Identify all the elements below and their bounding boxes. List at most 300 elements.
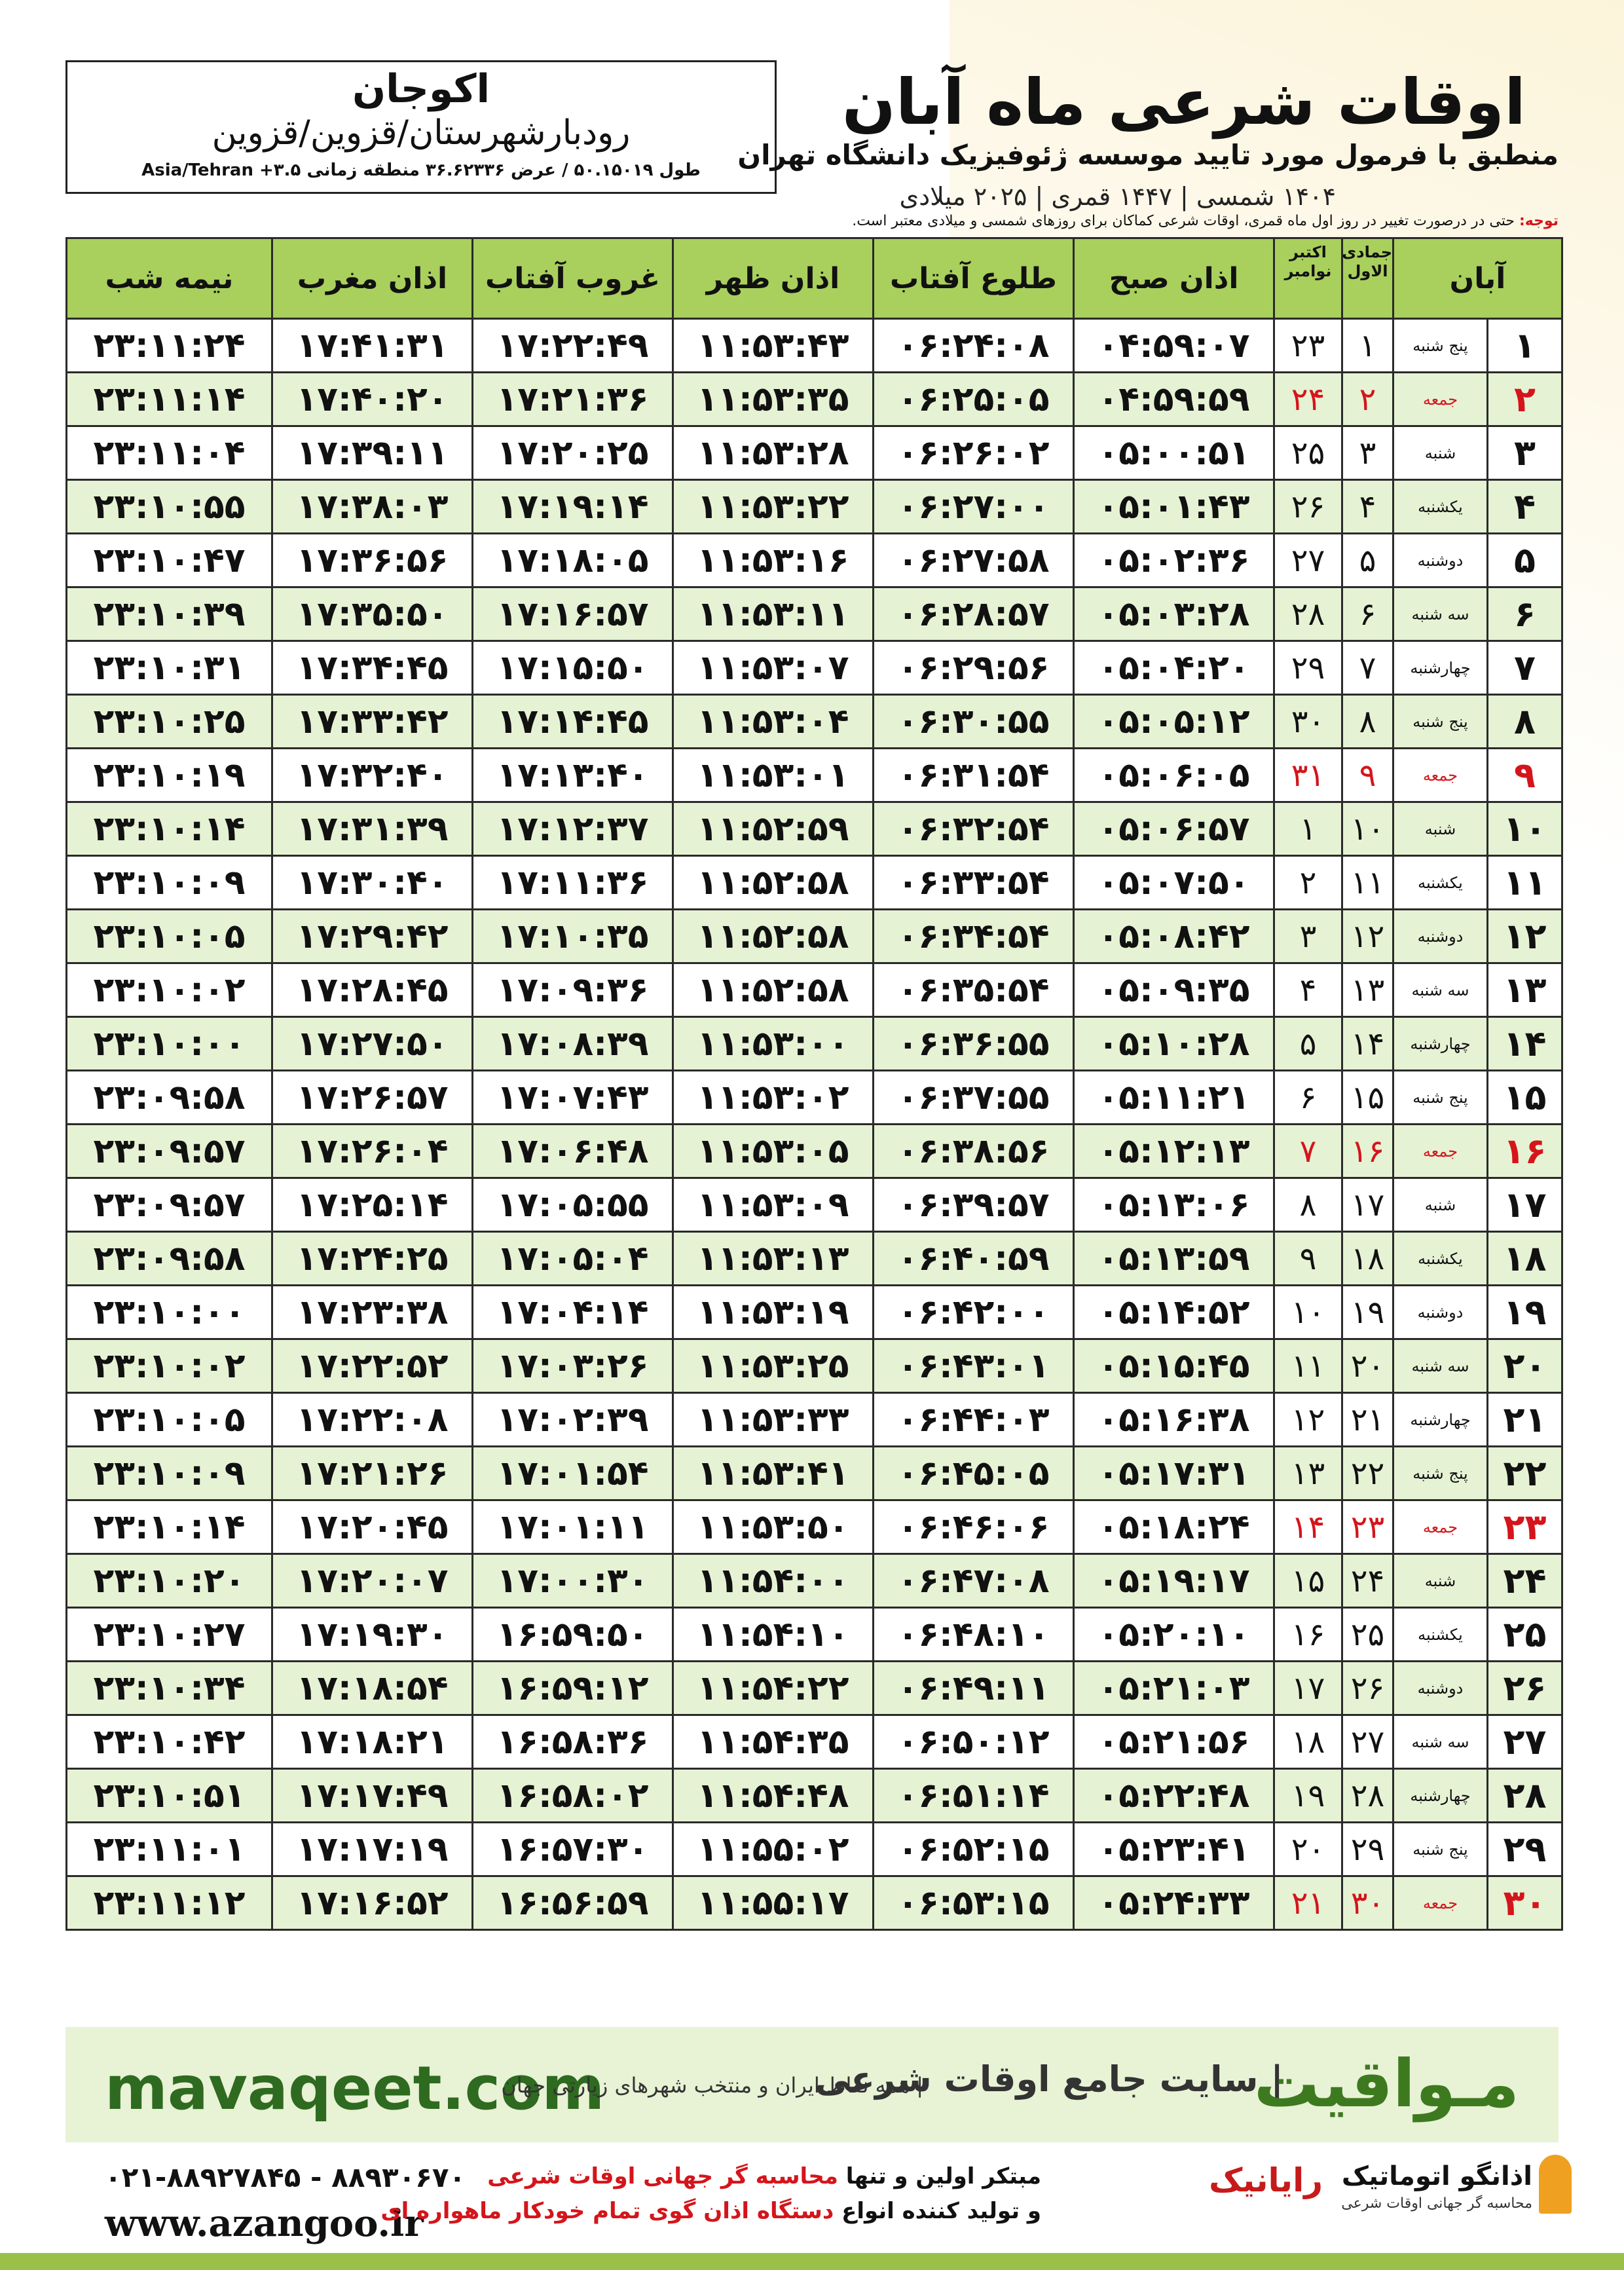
cell-g: ۲۵ [1274, 426, 1342, 480]
cell-n: ۲۳:۱۰:۰۹ [67, 856, 272, 910]
cell-wd: پنج شنبه [1393, 695, 1488, 749]
cell-m: ۱۷:۱۹:۳۰ [272, 1608, 473, 1662]
cell-g: ۶ [1274, 1071, 1342, 1125]
cell-wd: دوشنبه [1393, 910, 1488, 963]
table-row [67, 1339, 1562, 1393]
cell-g: ۲۹ [1274, 641, 1342, 695]
cell-d: ۲۴ [1488, 1554, 1562, 1608]
cell-sr: ۰۶:۳۶:۵۵ [874, 1017, 1074, 1071]
cell-wd: سه شنبه [1393, 963, 1488, 1017]
cell-n: ۲۳:۱۰:۳۹ [67, 587, 272, 641]
cell-h: ۲۳ [1342, 1500, 1393, 1554]
cell-f: ۰۵:۰۳:۲۸ [1074, 587, 1274, 641]
cell-m: ۱۷:۴۰:۲۰ [272, 373, 473, 426]
cell-g: ۲۴ [1274, 373, 1342, 426]
table-row [67, 1178, 1562, 1232]
cell-m: ۱۷:۳۶:۵۶ [272, 534, 473, 587]
header-aban: آبان [1393, 238, 1562, 319]
cell-d: ۱۹ [1488, 1286, 1562, 1339]
cell-wd: دوشنبه [1393, 534, 1488, 587]
cell-n: ۲۳:۱۱:۲۴ [67, 319, 272, 373]
cell-d: ۸ [1488, 695, 1562, 749]
footer-line-2 [380, 2198, 1041, 2224]
cell-d: ۱۳ [1488, 963, 1562, 1017]
cell-n: ۲۳:۱۰:۵۱ [67, 1769, 272, 1823]
cell-z: ۱۱:۵۳:۳۵ [673, 373, 874, 426]
table-row [67, 1071, 1562, 1125]
table-row [67, 1393, 1562, 1447]
cell-m: ۱۷:۳۵:۵۰ [272, 587, 473, 641]
cell-n: ۲۳:۰۹:۵۷ [67, 1178, 272, 1232]
cell-sr: ۰۶:۲۴:۰۸ [874, 319, 1074, 373]
cell-ss: ۱۷:۰۸:۳۹ [473, 1017, 673, 1071]
cell-n: ۲۳:۱۰:۰۵ [67, 910, 272, 963]
cell-h: ۷ [1342, 641, 1393, 695]
cell-g: ۲ [1274, 856, 1342, 910]
table-row [67, 1125, 1562, 1178]
cell-n: ۲۳:۱۰:۱۹ [67, 749, 272, 802]
cell-m: ۱۷:۳۰:۴۰ [272, 856, 473, 910]
cell-h: ۱۶ [1342, 1125, 1393, 1178]
cell-g: ۱۰ [1274, 1286, 1342, 1339]
cell-f: ۰۵:۰۹:۳۵ [1074, 963, 1274, 1017]
cell-z: ۱۱:۵۳:۰۱ [673, 749, 874, 802]
cell-f: ۰۵:۰۷:۵۰ [1074, 856, 1274, 910]
cell-wd: چهارشنبه [1393, 1393, 1488, 1447]
cell-f: ۰۵:۱۴:۵۲ [1074, 1286, 1274, 1339]
cell-f: ۰۴:۵۹:۰۷ [1074, 319, 1274, 373]
cell-d: ۱۰ [1488, 802, 1562, 856]
cell-d: ۱۷ [1488, 1178, 1562, 1232]
cell-m: ۱۷:۲۱:۲۶ [272, 1447, 473, 1500]
coordinates: طول ۵۰.۱۵۰۱۹ / عرض ۳۶.۶۲۳۳۶ منطقه زمانی ۳.۵+ Asia/Tehran [141, 160, 701, 180]
cell-n: ۲۳:۱۱:۰۱ [67, 1823, 272, 1876]
header-maghrib: اذان مغرب [272, 238, 473, 319]
table-row [67, 695, 1562, 749]
cell-z: ۱۱:۵۳:۰۲ [673, 1071, 874, 1125]
cell-sr: ۰۶:۳۵:۵۴ [874, 963, 1074, 1017]
cell-wd: جمعه [1393, 749, 1488, 802]
table-row [67, 1715, 1562, 1769]
cell-n: ۲۳:۱۰:۴۲ [67, 1715, 272, 1769]
cell-d: ۱۸ [1488, 1232, 1562, 1286]
cell-g: ۲۸ [1274, 587, 1342, 641]
cell-m: ۱۷:۱۷:۱۹ [272, 1823, 473, 1876]
header-hijri: جمادی الاول [1342, 238, 1393, 319]
cell-h: ۱۵ [1342, 1071, 1393, 1125]
cell-sr: ۰۶:۳۹:۵۷ [874, 1178, 1074, 1232]
cell-d: ۴ [1488, 480, 1562, 534]
cell-ss: ۱۷:۰۷:۴۳ [473, 1071, 673, 1125]
cell-n: ۲۳:۱۰:۲۰ [67, 1554, 272, 1608]
cell-z: ۱۱:۵۳:۲۸ [673, 426, 874, 480]
cell-z: ۱۱:۵۳:۱۶ [673, 534, 874, 587]
cell-ss: ۱۶:۵۹:۵۰ [473, 1608, 673, 1662]
region-name: رودبارشهرستان/قزوین/قزوین [212, 113, 631, 153]
cell-m: ۱۷:۲۲:۰۸ [272, 1393, 473, 1447]
table-row [67, 802, 1562, 856]
table-row [67, 319, 1562, 373]
cell-wd: جمعه [1393, 373, 1488, 426]
cell-sr: ۰۶:۴۹:۱۱ [874, 1662, 1074, 1715]
cell-d: ۲۶ [1488, 1662, 1562, 1715]
cell-m: ۱۷:۲۷:۵۰ [272, 1017, 473, 1071]
cell-h: ۲۰ [1342, 1339, 1393, 1393]
cell-sr: ۰۶:۴۸:۱۰ [874, 1608, 1074, 1662]
cell-n: ۲۳:۱۰:۰۹ [67, 1447, 272, 1500]
table-row [67, 749, 1562, 802]
cell-n: ۲۳:۱۰:۵۵ [67, 480, 272, 534]
cell-sr: ۰۶:۴۴:۰۳ [874, 1393, 1074, 1447]
cell-ss: ۱۷:۱۱:۳۶ [473, 856, 673, 910]
cell-f: ۰۵:۲۳:۴۱ [1074, 1823, 1274, 1876]
cell-ss: ۱۷:۱۶:۵۷ [473, 587, 673, 641]
cell-wd: یکشنبه [1393, 480, 1488, 534]
cell-h: ۱۴ [1342, 1017, 1393, 1071]
cell-f: ۰۵:۰۶:۵۷ [1074, 802, 1274, 856]
cell-wd: پنج شنبه [1393, 319, 1488, 373]
cell-n: ۲۳:۱۱:۱۴ [67, 373, 272, 426]
cell-m: ۱۷:۳۱:۳۹ [272, 802, 473, 856]
cell-g: ۲۷ [1274, 534, 1342, 587]
cell-g: ۱۳ [1274, 1447, 1342, 1500]
table-row [67, 641, 1562, 695]
cell-m: ۱۷:۴۱:۳۱ [272, 319, 473, 373]
cell-m: ۱۷:۱۸:۵۴ [272, 1662, 473, 1715]
header-dhuhr: اذان ظهر [673, 238, 874, 319]
cell-z: ۱۱:۵۲:۵۸ [673, 963, 874, 1017]
cell-sr: ۰۶:۲۶:۰۲ [874, 426, 1074, 480]
cell-sr: ۰۶:۲۹:۵۶ [874, 641, 1074, 695]
cell-ss: ۱۷:۰۱:۱۱ [473, 1500, 673, 1554]
table-row [67, 1500, 1562, 1554]
header-fajr: اذان صبح [1074, 238, 1274, 319]
azangoo-logo: اذانگو اتوماتیک [1341, 2161, 1532, 2191]
cell-n: ۲۳:۱۰:۰۰ [67, 1286, 272, 1339]
cell-d: ۷ [1488, 641, 1562, 695]
banner-tagline: | همه نقاط ایران و منتخب شهرهای زیارتی جهان [501, 2073, 923, 2098]
cell-d: ۲۳ [1488, 1500, 1562, 1554]
calendar-years: ۱۴۰۴ شمسی | ۱۴۴۷ قمری | ۲۰۲۵ میلادی [899, 182, 1336, 211]
table-row [67, 426, 1562, 480]
site-url[interactable]: mavaqeet.com [105, 2053, 605, 2123]
cell-wd: یکشنبه [1393, 1608, 1488, 1662]
cell-g: ۱۱ [1274, 1339, 1342, 1393]
cell-ss: ۱۶:۵۸:۳۶ [473, 1715, 673, 1769]
cell-f: ۰۵:۲۱:۰۳ [1074, 1662, 1274, 1715]
cell-f: ۰۵:۰۰:۵۱ [1074, 426, 1274, 480]
cell-f: ۰۵:۱۵:۴۵ [1074, 1339, 1274, 1393]
azangoo-logo-subtitle: محاسبه گر جهانی اوقات شرعی [1341, 2195, 1532, 2212]
cell-g: ۲۱ [1274, 1876, 1342, 1930]
cell-z: ۱۱:۵۲:۵۸ [673, 910, 874, 963]
note-text: حتی در درصورت تغییر در روز اول ماه قمری، اوقات شرعی کماکان برای روزهای شمسی و میلادی معتبر است. [852, 213, 1515, 229]
prayer-times-table [65, 237, 1563, 1931]
cell-h: ۱۸ [1342, 1232, 1393, 1286]
cell-z: ۱۱:۵۴:۴۸ [673, 1769, 874, 1823]
cell-n: ۲۳:۱۰:۴۷ [67, 534, 272, 587]
cell-n: ۲۳:۰۹:۵۸ [67, 1232, 272, 1286]
cell-ss: ۱۷:۰۰:۳۰ [473, 1554, 673, 1608]
cell-m: ۱۷:۲۵:۱۴ [272, 1178, 473, 1232]
cell-h: ۶ [1342, 587, 1393, 641]
cell-d: ۳۰ [1488, 1876, 1562, 1930]
cell-m: ۱۷:۲۳:۳۸ [272, 1286, 473, 1339]
cell-d: ۲۲ [1488, 1447, 1562, 1500]
header-gregorian: اکتبر نوامبر [1274, 238, 1342, 319]
cell-h: ۵ [1342, 534, 1393, 587]
cell-h: ۱ [1342, 319, 1393, 373]
cell-g: ۳۰ [1274, 695, 1342, 749]
cell-ss: ۱۷:۱۹:۱۴ [473, 480, 673, 534]
azangoo-logo-icon [1539, 2155, 1572, 2214]
cell-wd: سه شنبه [1393, 1715, 1488, 1769]
cell-g: ۷ [1274, 1125, 1342, 1178]
cell-h: ۲۹ [1342, 1823, 1393, 1876]
header-sunset: غروب آفتاب [473, 238, 673, 319]
table-row [67, 1662, 1562, 1715]
cell-h: ۹ [1342, 749, 1393, 802]
cell-h: ۲۲ [1342, 1447, 1393, 1500]
cell-f: ۰۵:۰۲:۳۶ [1074, 534, 1274, 587]
cell-g: ۱۲ [1274, 1393, 1342, 1447]
cell-g: ۱۹ [1274, 1769, 1342, 1823]
cell-wd: دوشنبه [1393, 1286, 1488, 1339]
cell-sr: ۰۶:۴۳:۰۱ [874, 1339, 1074, 1393]
cell-d: ۲ [1488, 373, 1562, 426]
cell-m: ۱۷:۲۶:۵۷ [272, 1071, 473, 1125]
cell-d: ۱۵ [1488, 1071, 1562, 1125]
cell-ss: ۱۷:۰۳:۲۶ [473, 1339, 673, 1393]
cell-h: ۲۷ [1342, 1715, 1393, 1769]
cell-d: ۵ [1488, 534, 1562, 587]
cell-wd: سه شنبه [1393, 587, 1488, 641]
cell-z: ۱۱:۵۳:۲۲ [673, 480, 874, 534]
cell-h: ۴ [1342, 480, 1393, 534]
cell-ss: ۱۷:۱۴:۴۵ [473, 695, 673, 749]
cell-d: ۹ [1488, 749, 1562, 802]
city-name: اکوجان [352, 66, 490, 112]
cell-z: ۱۱:۵۳:۰۵ [673, 1125, 874, 1178]
cell-sr: ۰۶:۳۱:۵۴ [874, 749, 1074, 802]
cell-m: ۱۷:۳۳:۴۲ [272, 695, 473, 749]
cell-g: ۲۰ [1274, 1823, 1342, 1876]
phone-numbers: ۰۲۱-۸۸۹۲۷۸۴۵ - ۸۸۹۳۰۶۷۰ [105, 2161, 466, 2193]
cell-z: ۱۱:۵۲:۵۹ [673, 802, 874, 856]
cell-z: ۱۱:۵۳:۰۹ [673, 1178, 874, 1232]
cell-m: ۱۷:۳۲:۴۰ [272, 749, 473, 802]
cell-z: ۱۱:۵۵:۰۲ [673, 1823, 874, 1876]
table-row [67, 1554, 1562, 1608]
cell-wd: چهارشنبه [1393, 1769, 1488, 1823]
cell-d: ۶ [1488, 587, 1562, 641]
cell-z: ۱۱:۵۳:۴۱ [673, 1447, 874, 1500]
cell-f: ۰۵:۱۱:۲۱ [1074, 1071, 1274, 1125]
cell-g: ۱۸ [1274, 1715, 1342, 1769]
table-row [67, 534, 1562, 587]
cell-d: ۱۱ [1488, 856, 1562, 910]
cell-f: ۰۵:۰۶:۰۵ [1074, 749, 1274, 802]
table-row [67, 1769, 1562, 1823]
page-subtitle: منطبق با فرمول مورد تایید موسسه ژئوفیزیک دانشگاه تهران [737, 139, 1559, 171]
cell-wd: سه شنبه [1393, 1339, 1488, 1393]
cell-f: ۰۵:۱۳:۵۹ [1074, 1232, 1274, 1286]
cell-z: ۱۱:۵۴:۲۲ [673, 1662, 874, 1715]
cell-sr: ۰۶:۳۰:۵۵ [874, 695, 1074, 749]
table-row [67, 1608, 1562, 1662]
footer-line-2-text: و تولید کننده انواع [834, 2198, 1041, 2224]
cell-f: ۰۵:۲۱:۵۶ [1074, 1715, 1274, 1769]
cell-m: ۱۷:۳۸:۰۳ [272, 480, 473, 534]
cell-n: ۲۳:۱۱:۰۴ [67, 426, 272, 480]
cell-z: ۱۱:۵۳:۰۷ [673, 641, 874, 695]
cell-sr: ۰۶:۵۲:۱۵ [874, 1823, 1074, 1876]
cell-z: ۱۱:۵۳:۱۹ [673, 1286, 874, 1339]
cell-h: ۲۴ [1342, 1554, 1393, 1608]
cell-ss: ۱۶:۵۶:۵۹ [473, 1876, 673, 1930]
cell-sr: ۰۶:۲۷:۰۰ [874, 480, 1074, 534]
cell-wd: پنج شنبه [1393, 1447, 1488, 1500]
cell-g: ۳ [1274, 910, 1342, 963]
table-row [67, 1876, 1562, 1930]
cell-h: ۱۷ [1342, 1178, 1393, 1232]
cell-wd: چهارشنبه [1393, 641, 1488, 695]
mavaqeet-banner [65, 2027, 1559, 2142]
cell-ss: ۱۶:۵۸:۰۲ [473, 1769, 673, 1823]
cell-m: ۱۷:۱۸:۲۱ [272, 1715, 473, 1769]
cell-d: ۲۰ [1488, 1339, 1562, 1393]
cell-n: ۲۳:۱۰:۰۲ [67, 1339, 272, 1393]
cell-n: ۲۳:۱۰:۲۵ [67, 695, 272, 749]
cell-sr: ۰۶:۳۷:۵۵ [874, 1071, 1074, 1125]
cell-wd: جمعه [1393, 1876, 1488, 1930]
header-midnight: نیمه شب [67, 238, 272, 319]
cell-sr: ۰۶:۴۶:۰۶ [874, 1500, 1074, 1554]
cell-h: ۱۰ [1342, 802, 1393, 856]
cell-h: ۱۹ [1342, 1286, 1393, 1339]
cell-wd: یکشنبه [1393, 1232, 1488, 1286]
cell-ss: ۱۷:۰۹:۳۶ [473, 963, 673, 1017]
cell-g: ۱ [1274, 802, 1342, 856]
cell-n: ۲۳:۱۰:۰۵ [67, 1393, 272, 1447]
cell-ss: ۱۷:۱۸:۰۵ [473, 534, 673, 587]
cell-h: ۲۱ [1342, 1393, 1393, 1447]
cell-h: ۱۳ [1342, 963, 1393, 1017]
table-row [67, 373, 1562, 426]
cell-m: ۱۷:۲۶:۰۴ [272, 1125, 473, 1178]
cell-ss: ۱۷:۱۰:۳۵ [473, 910, 673, 963]
cell-ss: ۱۷:۱۳:۴۰ [473, 749, 673, 802]
cell-d: ۲۱ [1488, 1393, 1562, 1447]
website-link[interactable]: www.azangoo.ir [105, 2202, 424, 2245]
footer-line-1 [487, 2163, 1041, 2189]
cell-z: ۱۱:۵۴:۰۰ [673, 1554, 874, 1608]
page-title: اوقات شرعی ماه آبان [841, 65, 1526, 139]
cell-wd: شنبه [1393, 802, 1488, 856]
cell-f: ۰۵:۲۲:۴۸ [1074, 1769, 1274, 1823]
cell-m: ۱۷:۱۶:۵۲ [272, 1876, 473, 1930]
cell-wd: شنبه [1393, 1178, 1488, 1232]
cell-m: ۱۷:۲۹:۴۲ [272, 910, 473, 963]
cell-ss: ۱۷:۱۲:۳۷ [473, 802, 673, 856]
cell-g: ۱۷ [1274, 1662, 1342, 1715]
cell-sr: ۰۶:۳۴:۵۴ [874, 910, 1074, 963]
brand-logo: مـواقیت [1253, 2045, 1519, 2122]
cell-n: ۲۳:۰۹:۵۸ [67, 1071, 272, 1125]
note [852, 213, 1559, 229]
cell-ss: ۱۷:۰۱:۵۴ [473, 1447, 673, 1500]
cell-sr: ۰۶:۳۸:۵۶ [874, 1125, 1074, 1178]
cell-n: ۲۳:۱۰:۰۲ [67, 963, 272, 1017]
cell-g: ۲۳ [1274, 319, 1342, 373]
cell-g: ۵ [1274, 1017, 1342, 1071]
table-row [67, 587, 1562, 641]
cell-wd: جمعه [1393, 1125, 1488, 1178]
cell-wd: چهارشنبه [1393, 1017, 1488, 1071]
table-row [67, 856, 1562, 910]
cell-h: ۳ [1342, 426, 1393, 480]
cell-sr: ۰۶:۵۰:۱۲ [874, 1715, 1074, 1769]
header-sunrise: طلوع آفتاب [874, 238, 1074, 319]
cell-d: ۲۸ [1488, 1769, 1562, 1823]
table-row [67, 480, 1562, 534]
bottom-bar [0, 2253, 1624, 2270]
cell-z: ۱۱:۵۴:۱۰ [673, 1608, 874, 1662]
cell-z: ۱۱:۵۲:۵۸ [673, 856, 874, 910]
cell-d: ۱۴ [1488, 1017, 1562, 1071]
table-row [67, 1232, 1562, 1286]
cell-f: ۰۵:۱۹:۱۷ [1074, 1554, 1274, 1608]
cell-ss: ۱۷:۲۲:۴۹ [473, 319, 673, 373]
table-row [67, 910, 1562, 963]
cell-m: ۱۷:۳۹:۱۱ [272, 426, 473, 480]
cell-g: ۸ [1274, 1178, 1342, 1232]
table-row [67, 1447, 1562, 1500]
cell-m: ۱۷:۲۸:۴۵ [272, 963, 473, 1017]
cell-ss: ۱۷:۲۱:۳۶ [473, 373, 673, 426]
note-label: توجه: [1519, 213, 1559, 229]
cell-h: ۸ [1342, 695, 1393, 749]
cell-ss: ۱۶:۵۹:۱۲ [473, 1662, 673, 1715]
cell-z: ۱۱:۵۳:۴۳ [673, 319, 874, 373]
cell-sr: ۰۶:۲۸:۵۷ [874, 587, 1074, 641]
cell-wd: پنج شنبه [1393, 1823, 1488, 1876]
cell-ss: ۱۷:۰۴:۱۴ [473, 1286, 673, 1339]
cell-f: ۰۵:۰۸:۴۲ [1074, 910, 1274, 963]
cell-h: ۲۶ [1342, 1662, 1393, 1715]
cell-d: ۱۶ [1488, 1125, 1562, 1178]
cell-ss: ۱۶:۵۷:۳۰ [473, 1823, 673, 1876]
footer-line-1-text: مبتکر اولین و تنها [838, 2163, 1041, 2189]
cell-f: ۰۵:۰۴:۲۰ [1074, 641, 1274, 695]
cell-ss: ۱۷:۰۵:۵۵ [473, 1178, 673, 1232]
cell-n: ۲۳:۱۰:۳۴ [67, 1662, 272, 1715]
cell-d: ۲۹ [1488, 1823, 1562, 1876]
cell-ss: ۱۷:۰۶:۴۸ [473, 1125, 673, 1178]
cell-d: ۲۷ [1488, 1715, 1562, 1769]
cell-d: ۱ [1488, 319, 1562, 373]
cell-z: ۱۱:۵۵:۱۷ [673, 1876, 874, 1930]
cell-g: ۱۵ [1274, 1554, 1342, 1608]
table-row [67, 1017, 1562, 1071]
cell-ss: ۱۷:۰۵:۰۴ [473, 1232, 673, 1286]
cell-ss: ۱۷:۲۰:۲۵ [473, 426, 673, 480]
cell-z: ۱۱:۵۳:۰۴ [673, 695, 874, 749]
cell-g: ۱۴ [1274, 1500, 1342, 1554]
cell-z: ۱۱:۵۳:۰۰ [673, 1017, 874, 1071]
cell-f: ۰۵:۱۲:۱۳ [1074, 1125, 1274, 1178]
cell-wd: شنبه [1393, 1554, 1488, 1608]
